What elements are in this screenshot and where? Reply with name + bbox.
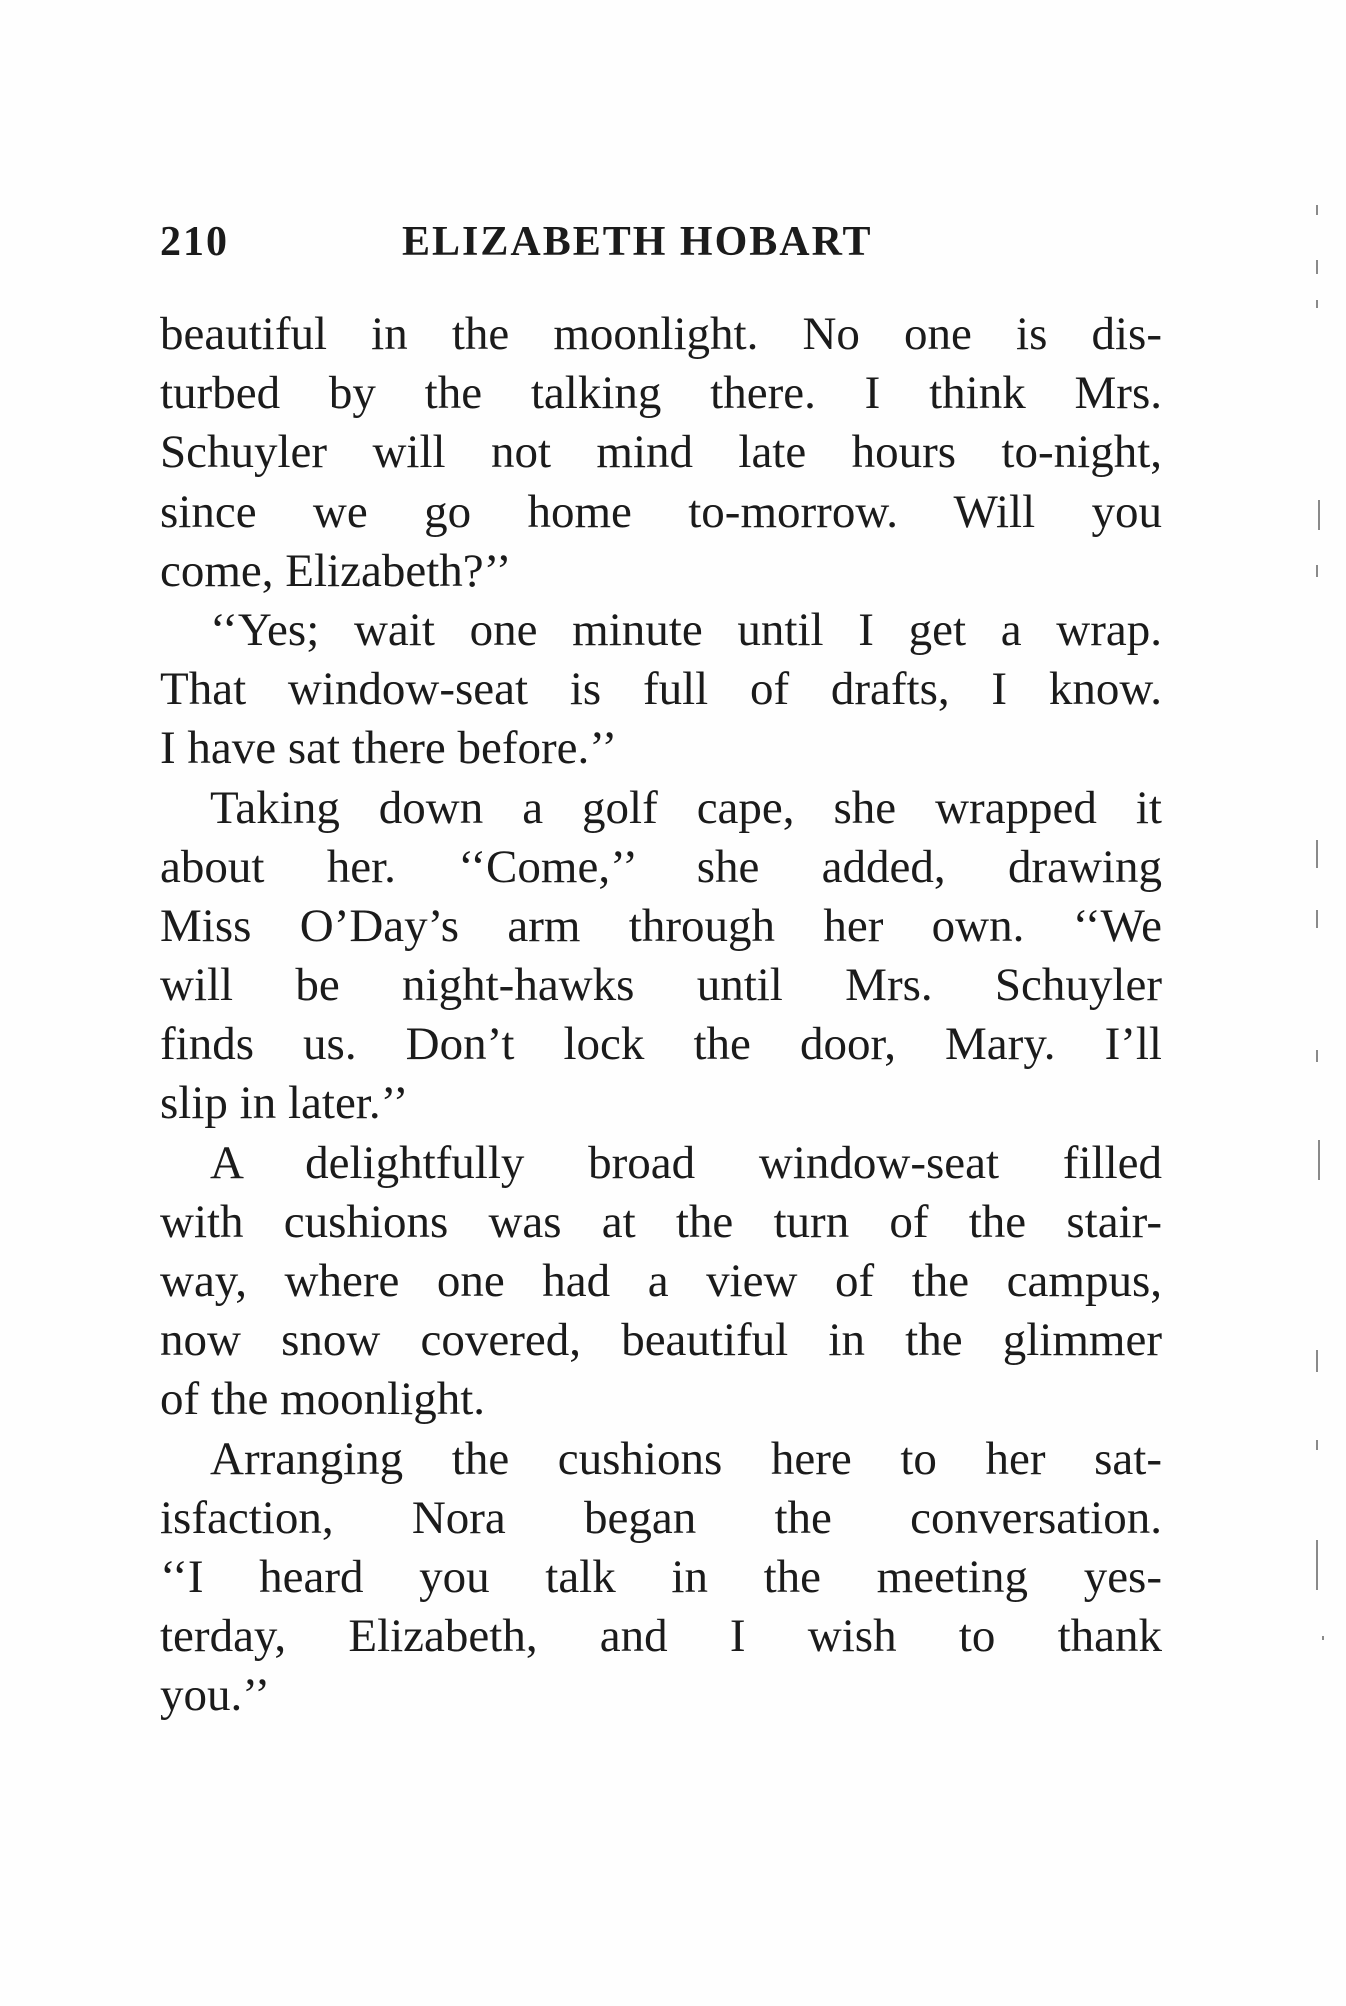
scan-mark — [1318, 500, 1320, 530]
text-line: turbed by the talking there. I think Mrs. — [160, 367, 1162, 420]
text-line: A delightfully broad window-seat filled — [210, 1136, 1162, 1189]
scan-mark — [1316, 1440, 1318, 1450]
text-line: now snow covered, beautiful in the glimmer — [160, 1314, 1162, 1367]
body-text — [160, 305, 1162, 1726]
text-line: finds us. Don’t lock the door, Mary. I’ll — [160, 1018, 1162, 1071]
scan-mark — [1316, 1350, 1318, 1372]
text-line: That window-seat is full of drafts, I know. — [160, 663, 1162, 716]
text-line: of the moonlight. — [160, 1373, 486, 1426]
scan-mark — [1316, 300, 1318, 308]
text-line: isfaction, Nora began the conversation. — [160, 1491, 1162, 1544]
scan-mark — [1316, 565, 1318, 577]
text-line: ‘‘Yes; wait one minute until I get a wrap. — [210, 603, 1162, 656]
running-head — [160, 218, 1160, 278]
text-line: Arranging the cushions here to her sat- — [210, 1432, 1162, 1485]
running-title: ELIZABETH HOBART — [402, 219, 873, 265]
scan-mark — [1316, 910, 1318, 928]
scan-mark — [1316, 1540, 1318, 1590]
text-line: will be night-hawks until Mrs. Schuyler — [160, 959, 1162, 1012]
text-line: way, where one had a view of the campus, — [160, 1255, 1162, 1307]
text-line: slip in later.’’ — [160, 1077, 409, 1130]
text-line: with cushions was at the turn of the stair- — [160, 1195, 1162, 1248]
text-line: Miss O’Day’s arm through her own. ‘‘We — [160, 899, 1162, 952]
text-line: you.’’ — [160, 1669, 271, 1722]
scan-mark — [1316, 840, 1318, 868]
text-line: about her. ‘‘Come,’’ she added, drawing — [160, 840, 1162, 893]
text-line: terday, Elizabeth, and I wish to thank — [160, 1610, 1162, 1663]
scan-mark — [1322, 1636, 1324, 1640]
page-number: 210 — [160, 219, 229, 265]
text-line: since we go home to-morrow. Will you — [160, 485, 1162, 538]
scan-mark — [1316, 260, 1318, 274]
scan-mark — [1316, 205, 1318, 215]
text-line: beautiful in the moonlight. No one is dis- — [160, 308, 1162, 360]
text-line: Taking down a golf cape, she wrapped it — [210, 781, 1162, 834]
text-line: ‘‘I heard you talk in the meeting yes- — [160, 1550, 1162, 1603]
text-line: I have sat there before.’’ — [160, 722, 618, 775]
text-line: Schuyler will not mind late hours to-night, — [160, 426, 1162, 479]
scan-mark — [1318, 1140, 1320, 1180]
scan-mark — [1316, 1050, 1318, 1062]
text-line: come, Elizabeth?’’ — [160, 544, 512, 597]
